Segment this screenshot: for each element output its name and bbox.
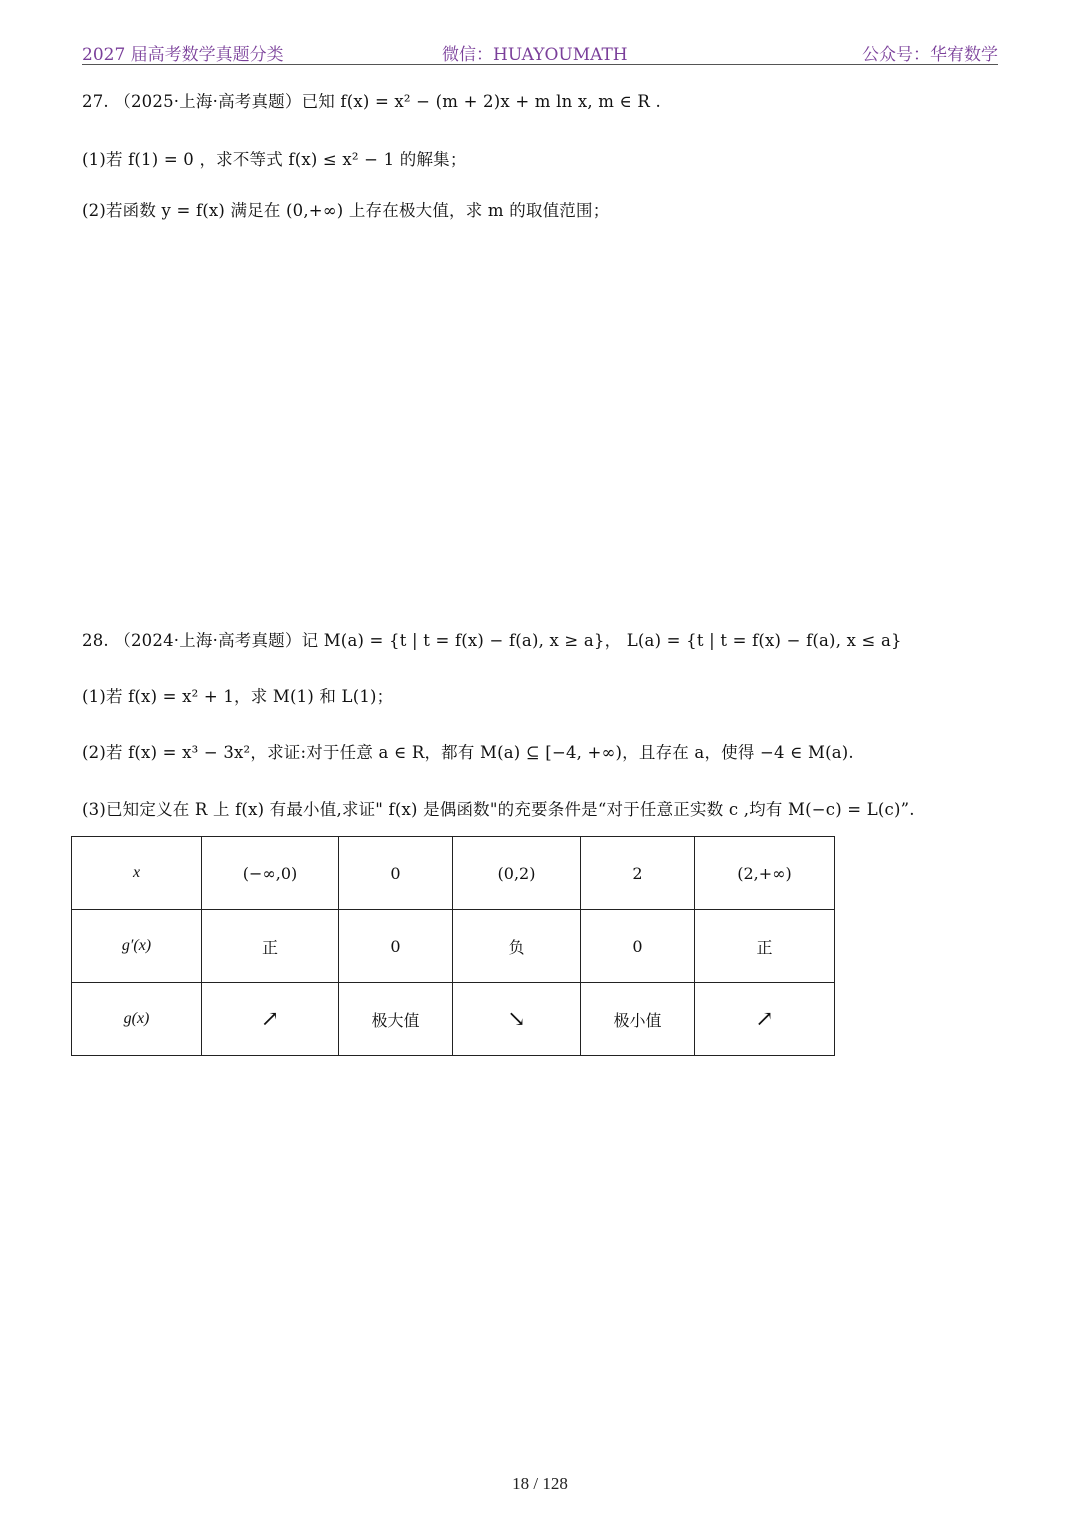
q27-part1: (1)若 f(1) = 0 ，求不等式 f(x) ≤ x² − 1 的解集；	[82, 150, 467, 169]
table-row	[72, 983, 835, 1056]
table-cell: g′(x)	[72, 910, 202, 983]
table-cell: 正	[202, 910, 339, 983]
table-cell: (0,2)	[453, 837, 581, 910]
table-cell: 负	[453, 910, 581, 983]
table-row	[72, 837, 835, 910]
q28-part1: (1)若 f(x) = x² + 1，求 M(1) 和 L(1)；	[82, 687, 394, 706]
table-cell: 极小值	[581, 983, 695, 1056]
increasing-arrow-icon: ↗	[202, 983, 339, 1056]
table-row	[72, 910, 835, 983]
q27-part2: (2)若函数 y = f(x) 满足在 (0,+∞) 上存在极大值，求 m 的取值范围；	[82, 201, 610, 220]
table-cell: 极大值	[339, 983, 453, 1056]
table-cell: (−∞,0)	[202, 837, 339, 910]
decreasing-arrow-icon: ↘	[453, 983, 581, 1056]
q28-stem: 28. （2024·上海·高考真题）记 M(a) = {t | t = f(x) − f(a), x ≥ a}， L(a) = {t | t = f(x) − f(a), x ≤ a}	[82, 631, 902, 650]
q28-part3: (3)已知定义在 R 上 f(x) 有最小值,求证" f(x) 是偶函数"的充要条件是“对于任意正实数 c ,均有 M(−c) = L(c)”.	[82, 800, 915, 819]
table-cell: 正	[695, 910, 835, 983]
header-wechat: 微信：HUAYOUMATH	[442, 45, 628, 65]
q27-stem: 27. （2025·上海·高考真题）已知 f(x) = x² − (m + 2)x + m ln x, m ∈ R .	[82, 92, 661, 111]
q28-part2: (2)若 f(x) = x³ − 3x²，求证:对于任意 a ∈ R，都有 M(a) ⊆ [−4, +∞)，且存在 a，使得 −4 ∈ M(a).	[82, 743, 854, 762]
sign-table	[71, 836, 835, 1056]
header-book-title: 2027 届高考数学真题分类	[82, 45, 284, 65]
page-number: 18 / 128	[512, 1474, 568, 1493]
page-header	[82, 38, 998, 65]
increasing-arrow-icon: ↗	[695, 983, 835, 1056]
table-cell: x	[72, 837, 202, 910]
table-cell: g(x)	[72, 983, 202, 1056]
header-account: 公众号：华宥数学	[862, 45, 998, 65]
table-cell: 2	[581, 837, 695, 910]
table-cell: 0	[581, 910, 695, 983]
table-cell: 0	[339, 910, 453, 983]
table-cell: (2,+∞)	[695, 837, 835, 910]
table-cell: 0	[339, 837, 453, 910]
